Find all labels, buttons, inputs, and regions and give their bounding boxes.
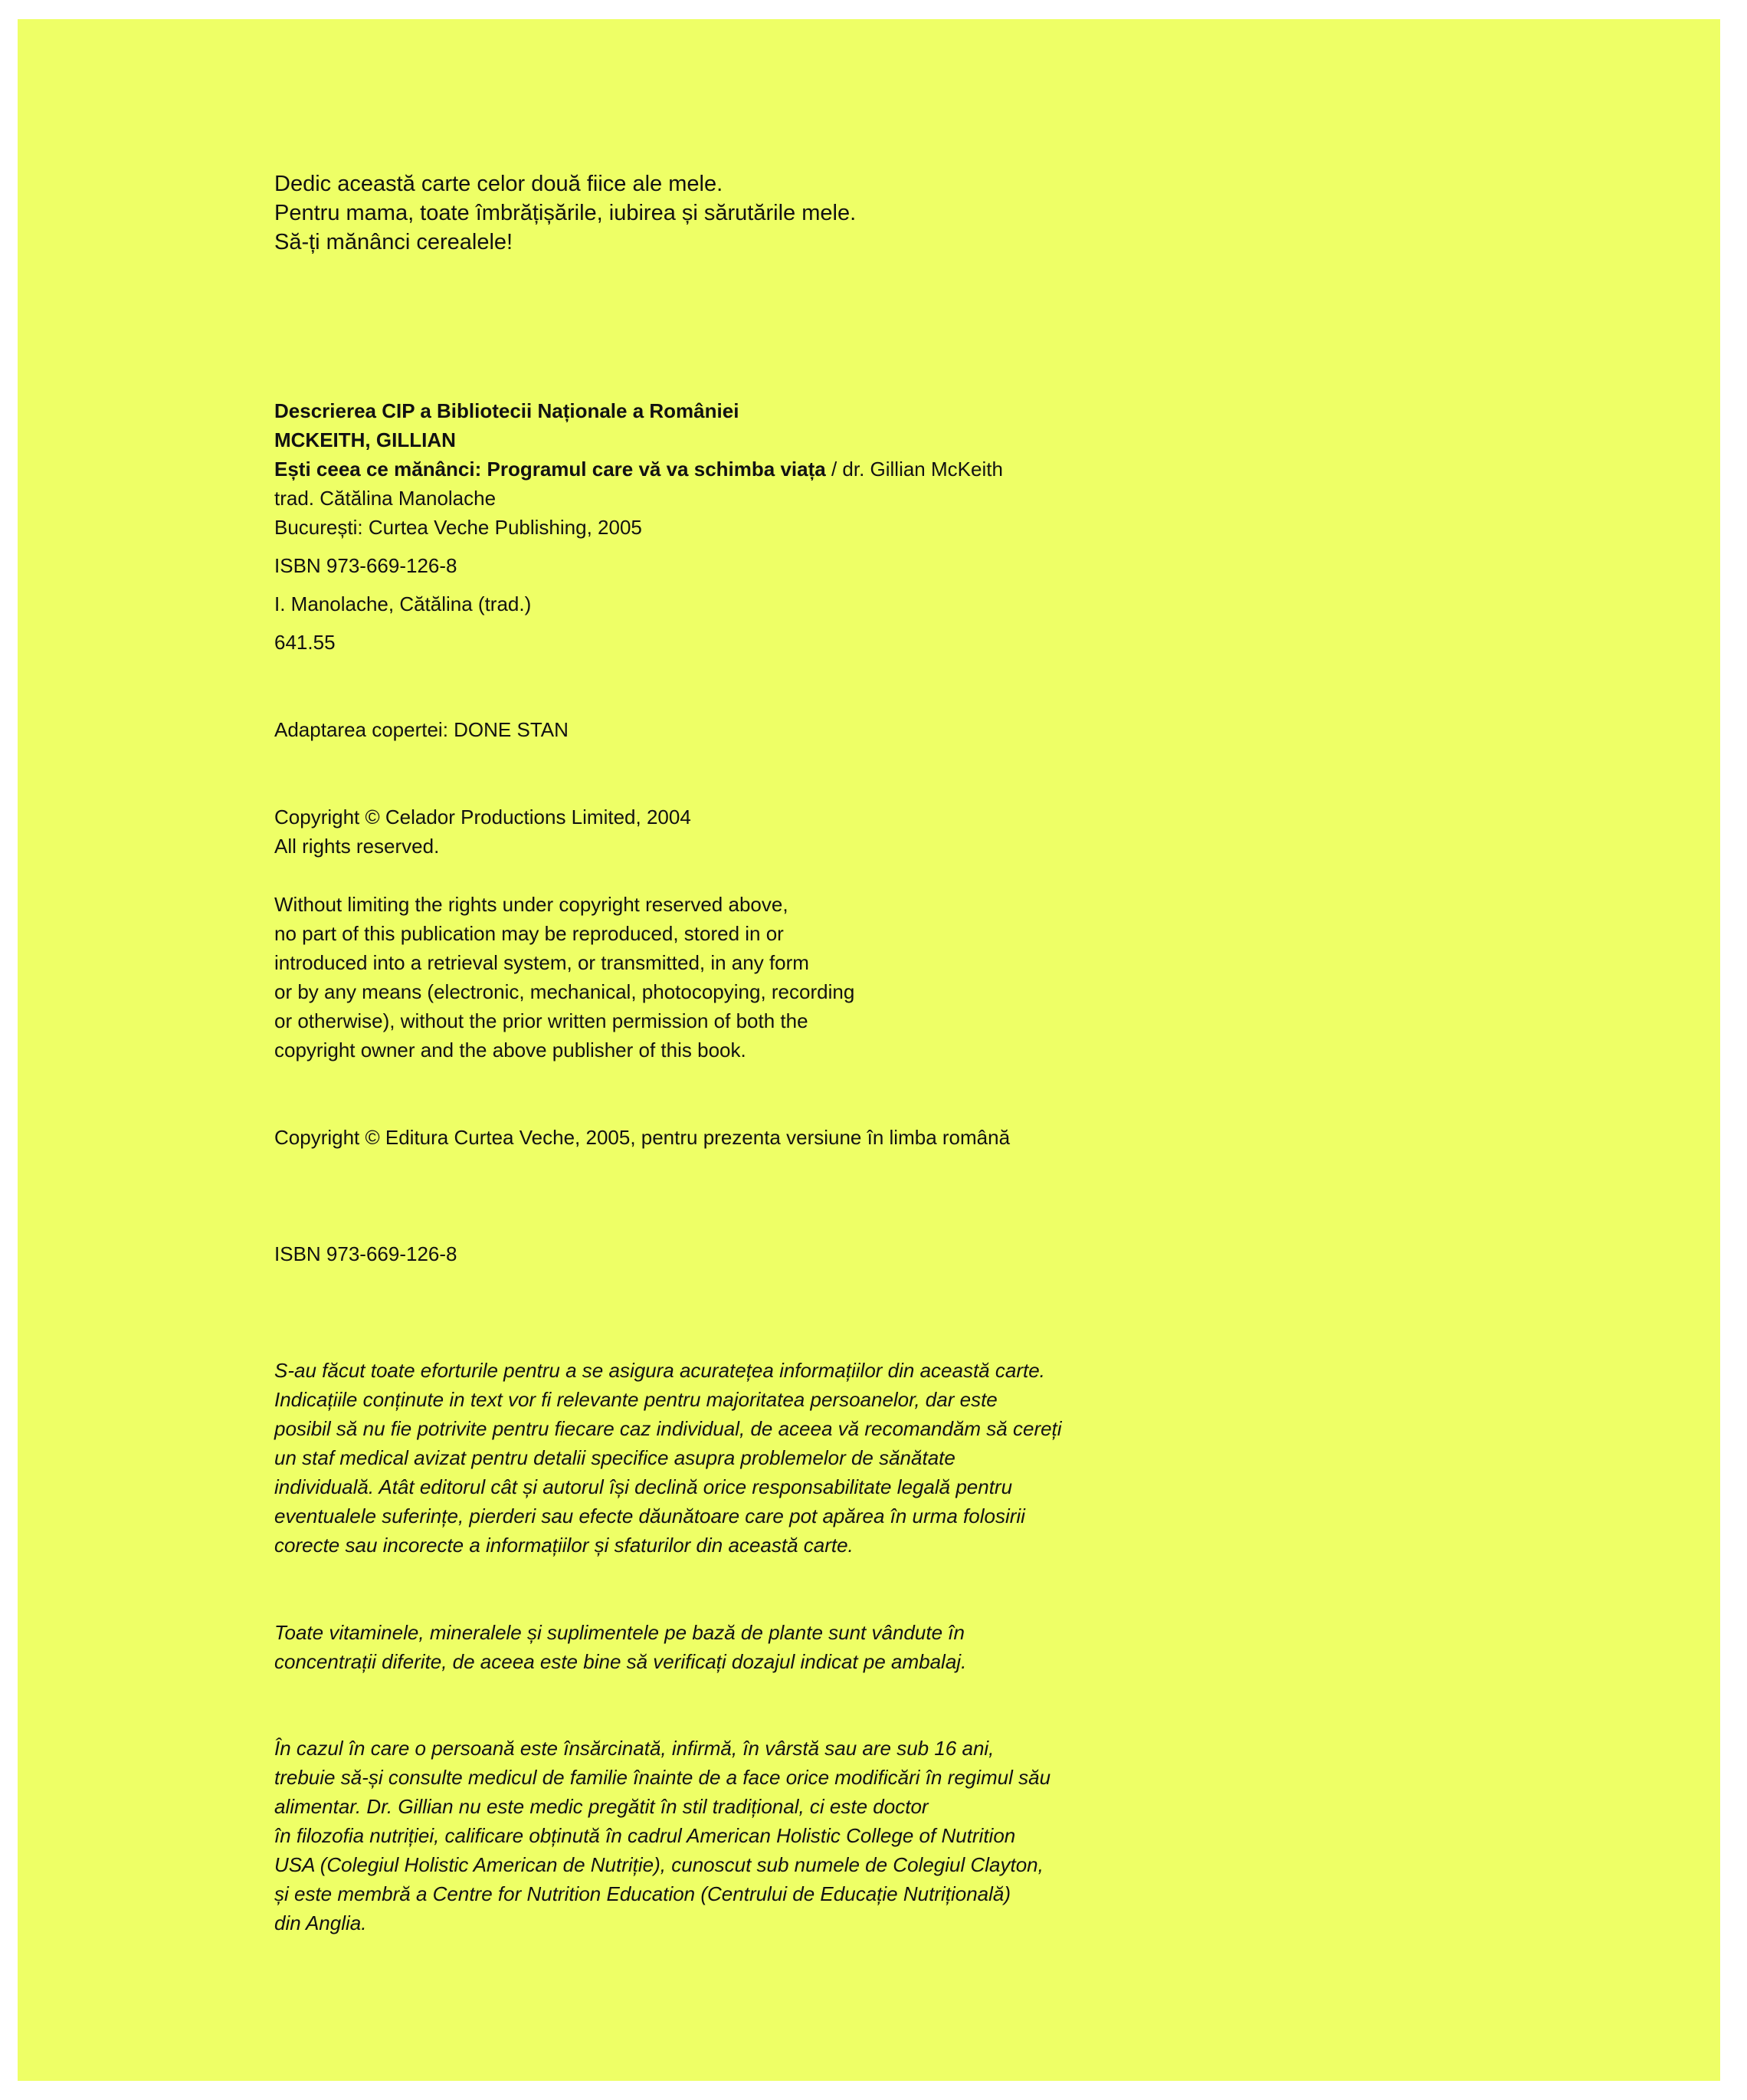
cip-title-bold: Ești ceea ce mănânci: Programul care vă va schimba viața: [274, 458, 826, 481]
disclaimer-line: concentrații diferite, de aceea este bine să verificați dozajul indicat pe ambalaj.: [274, 1650, 967, 1673]
rights-notice-line: Without limiting the rights under copyright reserved above,: [274, 893, 788, 916]
copyright-line: Copyright © Celador Productions Limited, 2004: [274, 806, 691, 829]
dedication-line: Să-ți mănânci cerealele!: [274, 230, 513, 254]
cip-heading: Descrierea CIP a Bibliotecii Naționale a României: [274, 399, 739, 422]
disclaimer-line: S-au făcut toate eforturile pentru a se asigura acuratețea informațiilor din această carte.: [274, 1359, 1045, 1382]
dedication-line: Dedic această carte celor două fiice ale mele.: [274, 172, 723, 196]
cip-added-entry: I. Manolache, Cătălina (trad.): [274, 592, 532, 615]
page-background: [18, 19, 1720, 2081]
cip-publisher: București: Curtea Veche Publishing, 2005: [274, 516, 642, 539]
rights-reserved: All rights reserved.: [274, 835, 440, 858]
isbn: ISBN 973-669-126-8: [274, 1242, 457, 1265]
rights-notice: [274, 890, 854, 1065]
rights-notice-line: or by any means (electronic, mechanical, photocopying, recording: [274, 980, 855, 1003]
disclaimer-line: corecte sau incorecte a informațiilor și sfaturilor din această carte.: [274, 1534, 854, 1557]
disclaimer-line: un staf medical avizat pentru detalii specifice asupra problemelor de sănătate: [274, 1446, 955, 1469]
cip-isbn: ISBN 973-669-126-8: [274, 554, 457, 577]
disclaimer-line: USA (Colegiul Holistic American de Nutriție), cunoscut sub numele de Colegiul Clayton,: [274, 1853, 1044, 1876]
cover-credit: Adaptarea copertei: DONE STAN: [274, 718, 569, 741]
disclaimer-line: individuală. Atât editorul cât și autorul își declină orice responsabilitate legală pentru: [274, 1475, 1013, 1498]
cip-translator: trad. Cătălina Manolache: [274, 487, 497, 510]
disclaimer-line: eventualele suferințe, pierderi sau efecte dăunătoare care pot apărea în urma folosirii: [274, 1504, 1025, 1527]
disclaimer-line: în filozofia nutriției, calificare obținută în cadrul American Holistic College of Nutrition: [274, 1824, 1016, 1847]
rights-notice-line: introduced into a retrieval system, or transmitted, in any form: [274, 951, 809, 974]
rights-notice-line: no part of this publication may be reproduced, stored in or: [274, 922, 784, 945]
disclaimer-supplements: [274, 1618, 966, 1676]
cip-author: MCKEITH, GILLIAN: [274, 428, 456, 451]
cip-title: [274, 454, 1003, 484]
copyright-original: [274, 802, 691, 861]
rights-notice-line: or otherwise), without the prior written permission of both the: [274, 1009, 808, 1032]
disclaimer-accuracy: [274, 1356, 1062, 1560]
rights-notice-line: copyright owner and the above publisher of this book.: [274, 1039, 746, 1061]
dedication-line: Pentru mama, toate îmbrățișările, iubirea și sărutările mele.: [274, 201, 857, 225]
disclaimer-line: din Anglia.: [274, 1911, 367, 1934]
disclaimer-line: alimentar. Dr. Gillian nu este medic pregătit în stil tradițional, ci este doctor: [274, 1795, 929, 1818]
disclaimer-line: În cazul în care o persoană este însărcinată, infirmă, în vârstă sau are sub 16 ani,: [274, 1737, 995, 1760]
disclaimer-line: trebuie să-și consulte medicul de familie înainte de a face orice modificări în regimul său: [274, 1766, 1051, 1789]
cip-record: [274, 396, 1003, 657]
disclaimer-line: posibil să nu fie potrivite pentru fiecare caz individual, de aceea vă recomandăm să cereți: [274, 1417, 1062, 1440]
disclaimer-line: și este membră a Centre for Nutrition Education (Centrului de Educație Nutrițională): [274, 1882, 1011, 1905]
cip-title-rest: / dr. Gillian McKeith: [825, 458, 1003, 481]
disclaimer-line: Toate vitaminele, mineralele și suplimentele pe bază de plante sunt vândute în: [274, 1621, 965, 1644]
cip-classification: 641.55: [274, 631, 336, 654]
dedication: [274, 169, 856, 257]
disclaimer-medical: [274, 1734, 1050, 1938]
copyright-romanian: Copyright © Editura Curtea Veche, 2005, pentru prezenta versiune în limba română: [274, 1126, 1011, 1149]
disclaimer-line: Indicațiile conținute in text vor fi relevante pentru majoritatea persoanelor, dar este: [274, 1388, 998, 1411]
